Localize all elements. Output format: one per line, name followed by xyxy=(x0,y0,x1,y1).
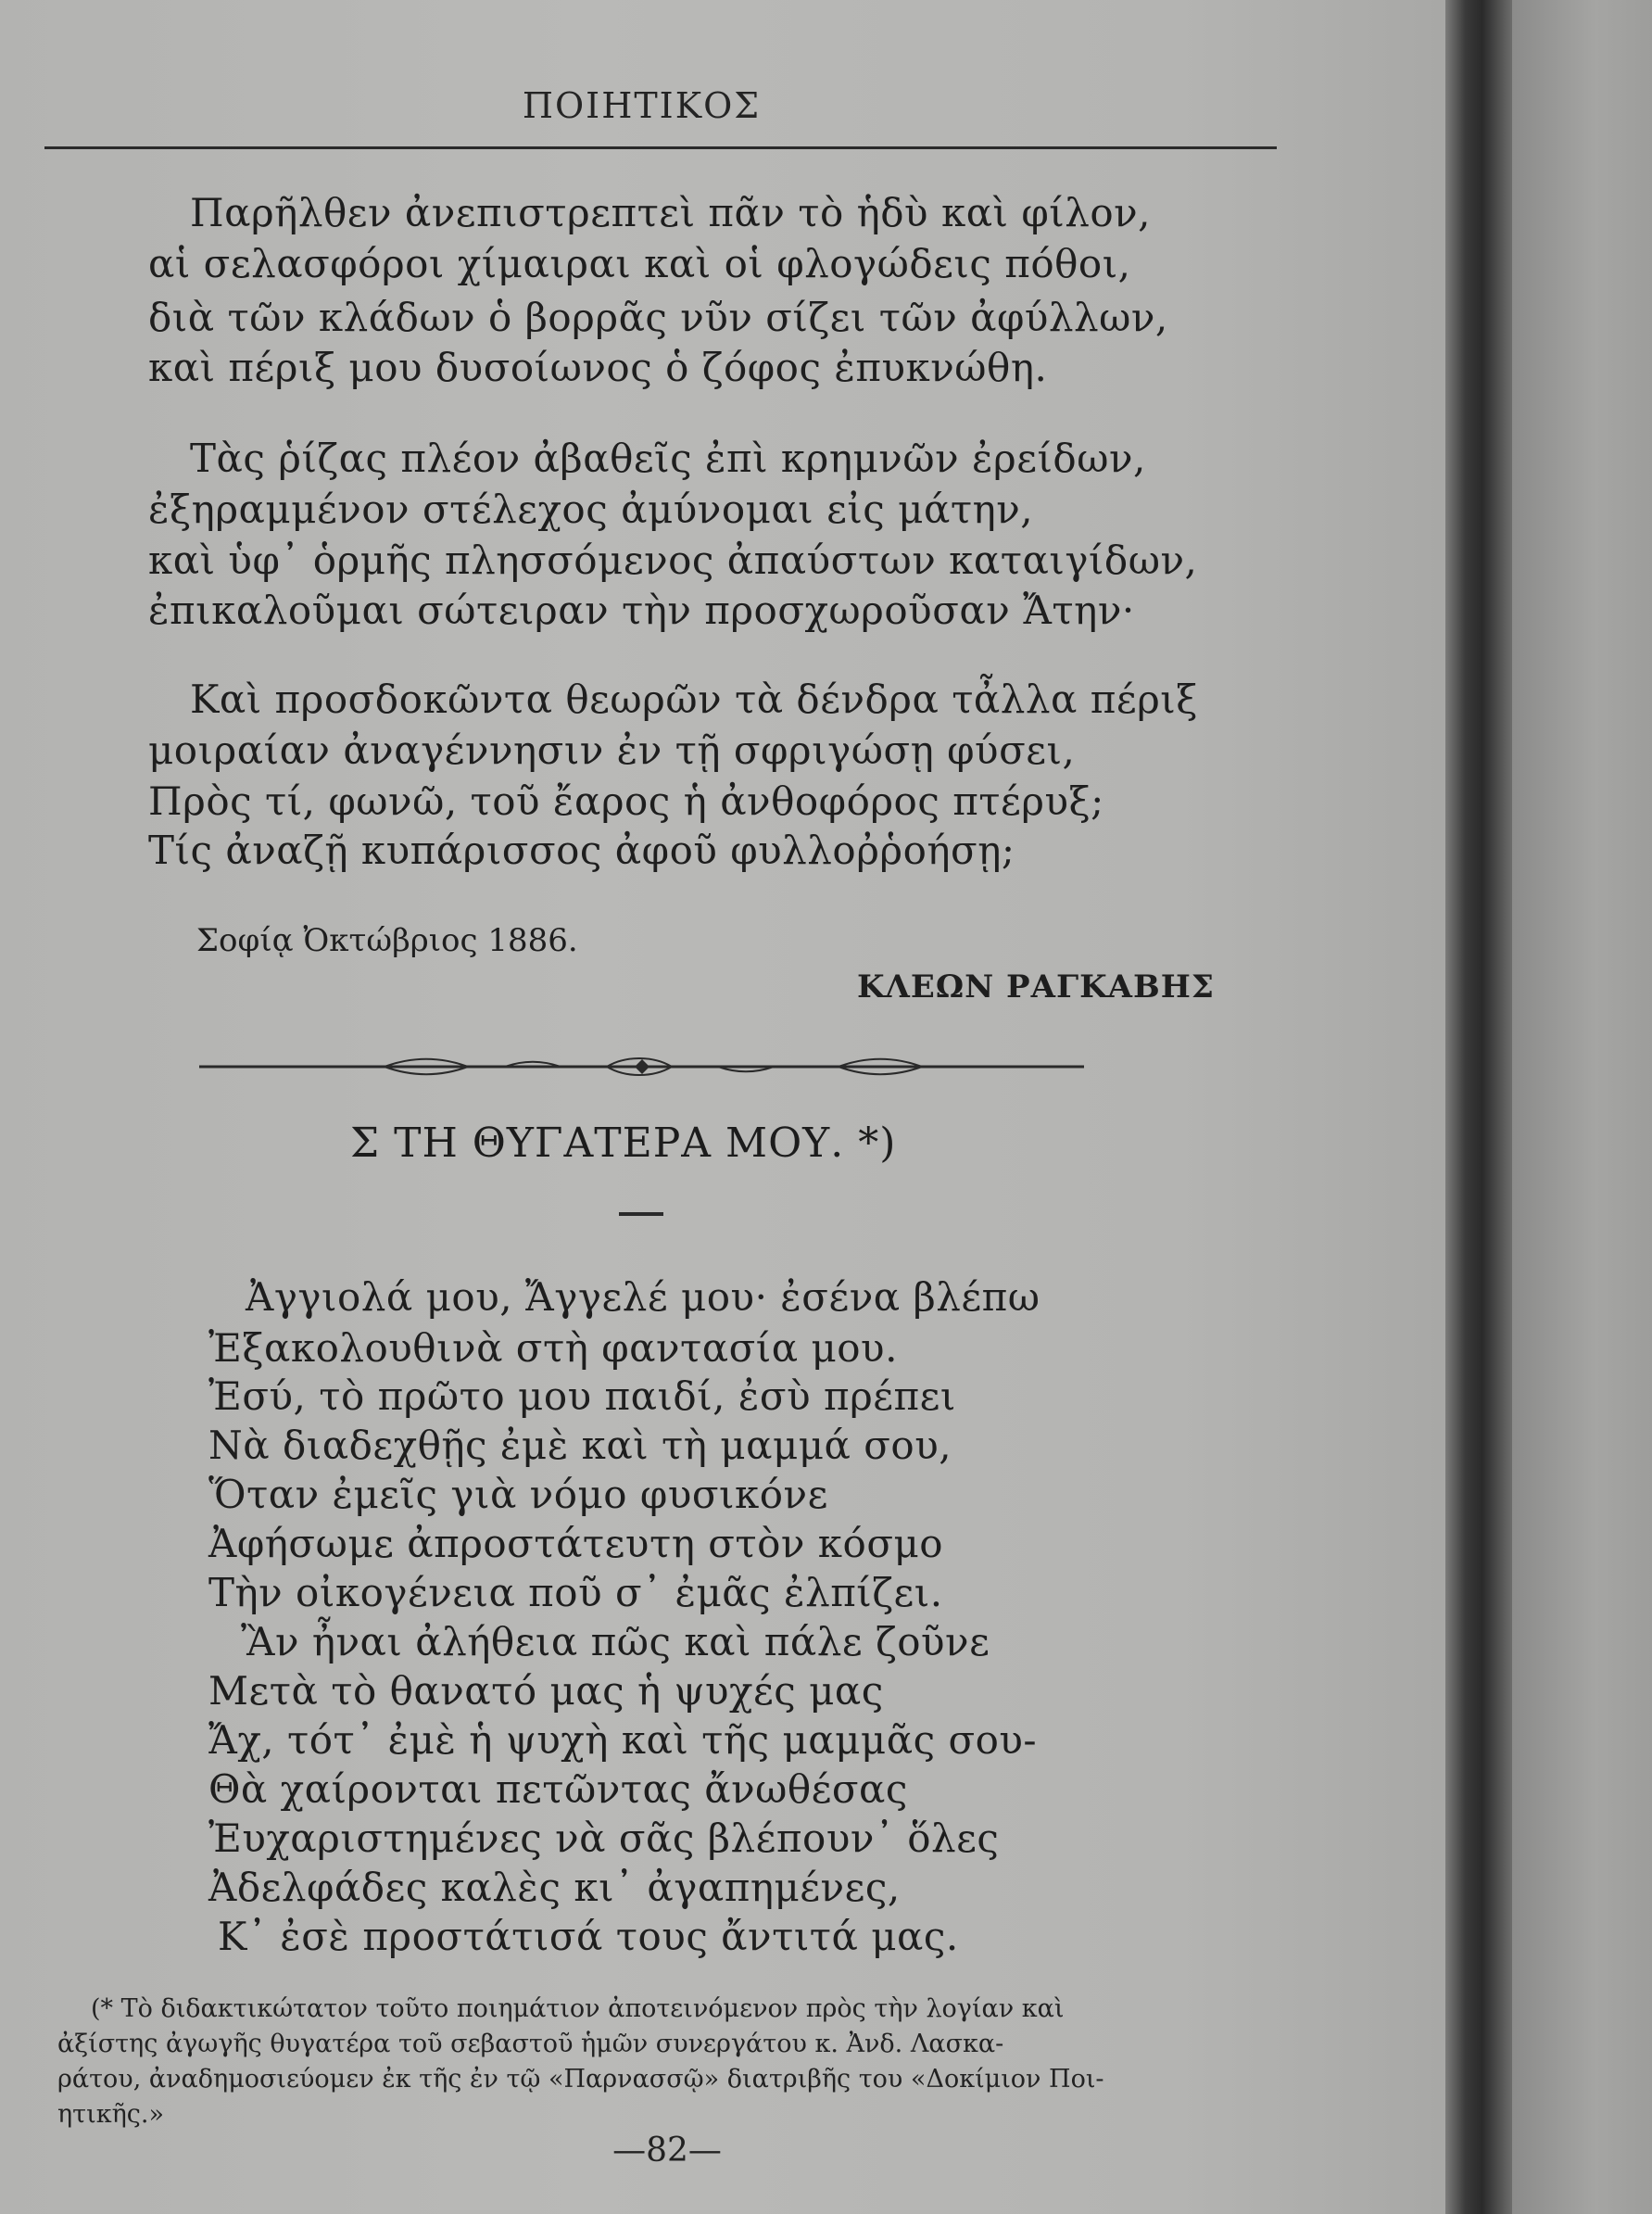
adjacent-page-edge xyxy=(1512,0,1652,2214)
poem-line: Ἐσύ, τὸ πρῶτο μου παιδί, ἐσὺ πρέπει xyxy=(208,1373,956,1419)
poem-line: ἐξηραμμένον στέλεχος ἀμύνομαι εἰς μάτην, xyxy=(148,487,1034,532)
poem-line: Τὴν οἰκογένεια ποῦ σ᾽ ἐμᾶς ἐλπίζει. xyxy=(208,1570,943,1615)
poem-line: Ἀδελφάδες καλὲς κι᾽ ἀγαπημένες, xyxy=(208,1865,901,1910)
poem-line: Νὰ διαδεχθῇς ἐμὲ καὶ τὴ μαμμά σου, xyxy=(208,1423,952,1468)
poem-line: Πρὸς τί, φωνῶ, τοῦ ἔαρος ἡ ἀνθοφόρος πτέρυξ; xyxy=(148,778,1104,824)
running-head: ΠΟΙΗΤΙΚΟΣ xyxy=(522,85,762,126)
poem-line: Ὅταν ἐμεῖς γιὰ νόμο φυσικόνε xyxy=(208,1472,828,1517)
poem-line: καὶ πέριξ μου δυσοίωνος ὁ ζόφος ἐπυκνώθη. xyxy=(148,345,1048,390)
footnote-line: (* Τὸ διδακτικώτατον τοῦτο ποιημάτιον ἀποτεινόμενον πρὸς τὴν λογίαν καὶ xyxy=(91,1994,1065,2023)
poem-line: διὰ τῶν κλάδων ὁ βορρᾶς νῦν σίζει τῶν ἀφύλλων, xyxy=(148,295,1168,340)
short-rule xyxy=(619,1212,663,1216)
place-date: Σοφίᾳ Ὀκτώβριος 1886. xyxy=(196,922,578,959)
footnote-line: ράτου, ἀναδημοσιεύομεν ἐκ τῆς ἐν τῷ «Παρνασσῷ» διατριβῆς του «Δοκίμιον Ποι- xyxy=(57,2065,1104,2094)
page-number: —82— xyxy=(612,2132,722,2170)
poem-line: Παρῆλθεν ἀνεπιστρεπτεὶ πᾶν τὸ ἡδὺ καὶ φίλον, xyxy=(190,190,1152,235)
poem-line: Ἐυχαριστημένες νὰ σᾶς βλέπουν᾽ ὅλες xyxy=(208,1815,1000,1861)
poem-line: Θὰ χαίρονται πετῶντας ἄνωθέσας xyxy=(208,1766,908,1812)
poem-line: Μετὰ τὸ θανατό μας ἡ ψυχές μας xyxy=(208,1668,884,1714)
poem-line: Καὶ προσδοκῶντα θεωρῶν τὰ δένδρα τἆλλα πέριξ xyxy=(190,677,1198,722)
poem-line: Ἐξακολουθινὰ στὴ φαντασία μου. xyxy=(208,1325,898,1371)
footnote-line: ἀξίστης ἀγωγῆς θυγατέρα τοῦ σεβαστοῦ ἡμῶν συνεργάτου κ. Ἀνδ. Λασκα- xyxy=(57,2030,1004,2058)
header-rule xyxy=(44,146,1277,149)
poem-line: Ἀφήσωμε ἀπροστάτευτη στὸν κόσμο xyxy=(208,1521,944,1566)
poem-line: Κ᾽ ἐσὲ προστάτισά τους ἄντιτά μας. xyxy=(218,1914,959,1959)
poem-line: Τὰς ῥίζας πλέον ἀβαθεῖς ἐπὶ κρημνῶν ἐρείδων, xyxy=(190,436,1146,481)
poem-line: ἐπικαλοῦμαι σώτειραν τὴν προσχωροῦσαν Ἄτην· xyxy=(148,588,1135,633)
book-gutter xyxy=(1445,0,1512,2214)
poem-line: Τίς ἀναζῇ κυπάρισσος ἀφοῦ φυλλοῤῥοήσῃ; xyxy=(148,828,1015,873)
author-signature: ΚΛΕΩΝ ΡΑΓΚΑΒΗΣ xyxy=(857,968,1215,1006)
poem-line: Ἂν ἦναι ἀλήθεια πῶς καὶ πάλε ζοῦνε xyxy=(241,1619,990,1664)
poem-line: μοιραίαν ἀναγέννησιν ἐν τῇ σφριγώσῃ φύσει, xyxy=(148,727,1076,773)
poem-line: Ἄχ, τότ᾽ ἐμὲ ἡ ψυχὴ καὶ τῆς μαμμᾶς σου- xyxy=(208,1717,1038,1763)
ornamental-divider xyxy=(199,1055,1084,1079)
poem-line: αἱ σελασφόροι χίμαιραι καὶ οἱ φλογώδεις πόθοι, xyxy=(148,241,1131,286)
poem-line: Ἀγγιολά μου, Ἄγγελέ μου· ἐσένα βλέπω xyxy=(246,1274,1040,1320)
footnote-line: ητικῆς.» xyxy=(57,2100,164,2129)
poem-2-title: Σ ΤΗ ΘΥΓΑΤΕΡΑ ΜΟΥ. *) xyxy=(350,1120,897,1167)
poem-line: καὶ ὑφ᾽ ὁρμῆς πλησσόμενος ἀπαύστων καταιγίδων, xyxy=(148,538,1198,583)
